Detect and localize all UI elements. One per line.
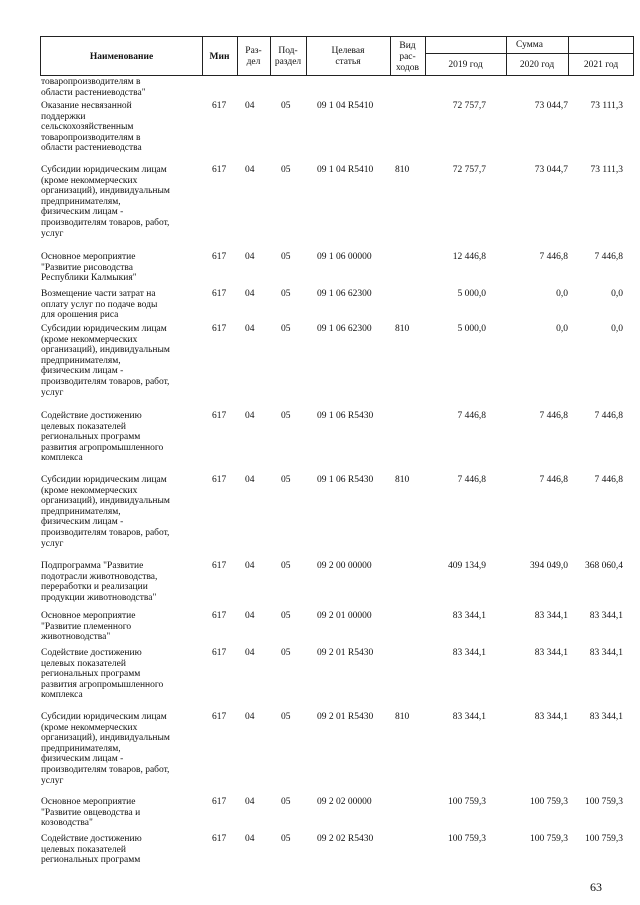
row-2019: 7 446,8 bbox=[457, 411, 486, 421]
row-razdel: 04 bbox=[245, 252, 255, 262]
row-2019: 409 134,9 bbox=[448, 561, 486, 571]
row-razdel: 04 bbox=[245, 165, 255, 175]
row-2019: 83 344,1 bbox=[452, 648, 486, 658]
row-target: 09 2 02 R5430 bbox=[317, 834, 374, 844]
header-razdel: Раз- дел bbox=[245, 46, 262, 67]
row-name: Субсидии юридическим лицам (кроме некоммерческих организаций), индивидуальным предпринимателям, физическим лицам - производителям товаров, работ, услуг bbox=[41, 165, 170, 239]
row-name: Субсидии юридическим лицам (кроме некоммерческих организаций), индивидуальным предпринимателям, физическим лицам - производителям товаров, работ, услуг bbox=[41, 324, 170, 398]
row-podrazdel: 05 bbox=[281, 165, 291, 175]
page-number: 63 bbox=[590, 880, 602, 894]
row-2020: 7 446,8 bbox=[539, 475, 568, 485]
row-razdel: 04 bbox=[245, 834, 255, 844]
row-2019: 83 344,1 bbox=[452, 611, 486, 621]
row-name: товаропроизводителям в области растениеводства" bbox=[41, 77, 146, 98]
row-razdel: 04 bbox=[245, 475, 255, 485]
header-name: Наименование bbox=[89, 51, 154, 62]
row-name: Основное мероприятие "Развитие овцеводства и козоводства" bbox=[41, 797, 141, 829]
row-2020: 0,0 bbox=[556, 324, 568, 334]
row-min: 617 bbox=[212, 712, 227, 722]
row-2019: 83 344,1 bbox=[452, 712, 486, 722]
row-name: Содействие достижению целевых показателей региональных программ развития агропромышленного комплекса bbox=[41, 648, 164, 701]
row-name: Субсидии юридическим лицам (кроме некоммерческих организаций), индивидуальным предпринимателям, физическим лицам - производителям товаров, работ, услуг bbox=[41, 712, 170, 786]
row-2020: 100 759,3 bbox=[530, 797, 568, 807]
header-min: Мин bbox=[209, 51, 230, 62]
row-vid: 810 bbox=[395, 165, 410, 175]
row-2021: 7 446,8 bbox=[594, 252, 623, 262]
row-2020: 73 044,7 bbox=[534, 101, 568, 111]
row-target: 09 1 04 R5410 bbox=[317, 165, 374, 175]
row-podrazdel: 05 bbox=[281, 834, 291, 844]
row-min: 617 bbox=[212, 165, 227, 175]
row-2019: 12 446,8 bbox=[452, 252, 486, 262]
row-min: 617 bbox=[212, 611, 227, 621]
row-razdel: 04 bbox=[245, 712, 255, 722]
row-target: 09 2 01 R5430 bbox=[317, 648, 374, 658]
header-2021: 2021 год bbox=[583, 59, 619, 70]
row-name: Основное мероприятие "Развитие племенного животноводства" bbox=[41, 611, 136, 643]
row-2021: 0,0 bbox=[611, 324, 623, 334]
row-2021: 83 344,1 bbox=[589, 712, 623, 722]
row-2020: 7 446,8 bbox=[539, 411, 568, 421]
row-razdel: 04 bbox=[245, 611, 255, 621]
row-vid: 810 bbox=[395, 475, 410, 485]
row-2021: 100 759,3 bbox=[585, 797, 623, 807]
row-2020: 83 344,1 bbox=[534, 611, 568, 621]
row-min: 617 bbox=[212, 101, 227, 111]
row-name: Основное мероприятие "Развитие рисоводства Республики Калмыкия" bbox=[41, 252, 137, 284]
row-name: Оказание несвязанной поддержки сельскохозяйственным товаропроизводителям в области растениеводства bbox=[41, 101, 142, 154]
row-razdel: 04 bbox=[245, 648, 255, 658]
row-2019: 7 446,8 bbox=[457, 475, 486, 485]
row-2019: 72 757,7 bbox=[452, 165, 486, 175]
header-2020: 2020 год bbox=[519, 59, 555, 70]
row-min: 617 bbox=[212, 648, 227, 658]
row-2019: 5 000,0 bbox=[457, 324, 486, 334]
row-2020: 83 344,1 bbox=[534, 648, 568, 658]
row-2020: 73 044,7 bbox=[534, 165, 568, 175]
row-2019: 5 000,0 bbox=[457, 289, 486, 299]
header-target: Целевая статья bbox=[331, 46, 365, 67]
row-target: 09 1 06 R5430 bbox=[317, 475, 374, 485]
row-razdel: 04 bbox=[245, 289, 255, 299]
row-2020: 394 049,0 bbox=[530, 561, 568, 571]
row-podrazdel: 05 bbox=[281, 797, 291, 807]
row-podrazdel: 05 bbox=[281, 324, 291, 334]
row-2021: 83 344,1 bbox=[589, 648, 623, 658]
row-podrazdel: 05 bbox=[281, 561, 291, 571]
row-2021: 73 111,3 bbox=[590, 165, 623, 175]
row-vid: 810 bbox=[395, 324, 410, 334]
row-name: Подпрограмма "Развитие подотрасли животноводства, переработки и реализации продукции животноводства" bbox=[41, 561, 158, 603]
row-target: 09 1 06 00000 bbox=[317, 252, 372, 262]
row-vid: 810 bbox=[395, 712, 410, 722]
row-min: 617 bbox=[212, 411, 227, 421]
row-razdel: 04 bbox=[245, 411, 255, 421]
row-name: Содействие достижению целевых показателей региональных программ bbox=[41, 834, 142, 866]
row-razdel: 04 bbox=[245, 101, 255, 111]
row-min: 617 bbox=[212, 252, 227, 262]
header-vid: Вид рас- ходов bbox=[396, 40, 419, 73]
row-2021: 7 446,8 bbox=[594, 475, 623, 485]
row-target: 09 1 04 R5410 bbox=[317, 101, 374, 111]
header-podrazdel: Под- раздел bbox=[274, 46, 302, 67]
row-2019: 100 759,3 bbox=[448, 797, 486, 807]
row-2020: 83 344,1 bbox=[534, 712, 568, 722]
row-2021: 7 446,8 bbox=[594, 411, 623, 421]
row-2021: 0,0 bbox=[611, 289, 623, 299]
header-sum: Сумма bbox=[516, 39, 543, 50]
row-2019: 100 759,3 bbox=[448, 834, 486, 844]
row-podrazdel: 05 bbox=[281, 101, 291, 111]
row-min: 617 bbox=[212, 797, 227, 807]
row-target: 09 1 06 62300 bbox=[317, 289, 372, 299]
row-podrazdel: 05 bbox=[281, 611, 291, 621]
row-target: 09 2 01 00000 bbox=[317, 611, 372, 621]
row-min: 617 bbox=[212, 834, 227, 844]
row-2020: 100 759,3 bbox=[530, 834, 568, 844]
row-podrazdel: 05 bbox=[281, 411, 291, 421]
row-podrazdel: 05 bbox=[281, 648, 291, 658]
row-podrazdel: 05 bbox=[281, 712, 291, 722]
row-min: 617 bbox=[212, 561, 227, 571]
table-header bbox=[40, 36, 634, 76]
row-razdel: 04 bbox=[245, 324, 255, 334]
row-target: 09 2 01 R5430 bbox=[317, 712, 374, 722]
row-2019: 72 757,7 bbox=[452, 101, 486, 111]
row-2021: 368 060,4 bbox=[585, 561, 623, 571]
row-podrazdel: 05 bbox=[281, 252, 291, 262]
row-2021: 73 111,3 bbox=[590, 101, 623, 111]
row-2021: 83 344,1 bbox=[589, 611, 623, 621]
row-razdel: 04 bbox=[245, 561, 255, 571]
row-razdel: 04 bbox=[245, 797, 255, 807]
row-podrazdel: 05 bbox=[281, 289, 291, 299]
row-target: 09 1 06 R5430 bbox=[317, 411, 374, 421]
row-name: Субсидии юридическим лицам (кроме некоммерческих организаций), индивидуальным предпринимателям, физическим лицам - производителям товаров, работ, услуг bbox=[41, 475, 170, 549]
row-target: 09 2 00 00000 bbox=[317, 561, 372, 571]
header-2019: 2019 год bbox=[448, 59, 483, 70]
row-min: 617 bbox=[212, 475, 227, 485]
row-name: Содействие достижению целевых показателей региональных программ развития агропромышленного комплекса bbox=[41, 411, 164, 464]
row-min: 617 bbox=[212, 289, 227, 299]
row-podrazdel: 05 bbox=[281, 475, 291, 485]
row-target: 09 2 02 00000 bbox=[317, 797, 372, 807]
row-2020: 7 446,8 bbox=[539, 252, 568, 262]
row-min: 617 bbox=[212, 324, 227, 334]
row-2020: 0,0 bbox=[556, 289, 568, 299]
row-target: 09 1 06 62300 bbox=[317, 324, 372, 334]
row-name: Возмещение части затрат на оплату услуг по подаче воды для орошения риса bbox=[41, 289, 158, 321]
row-2021: 100 759,3 bbox=[585, 834, 623, 844]
